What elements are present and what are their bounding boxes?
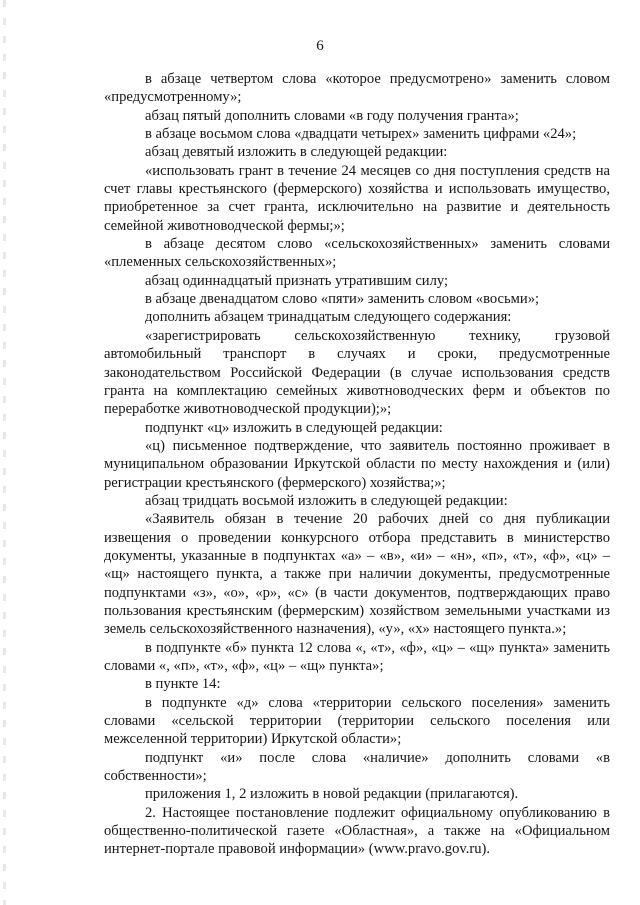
paragraph: в подпункте «д» слова «территории сельского поселения» заменить словами «сельской территории (территории сельского поселения или межселенной территории) Иркутской области»; (104, 694, 610, 748)
paragraph: приложения 1, 2 изложить в новой редакции (прилагаются). (145, 786, 519, 803)
paragraph: дополнить абзацем тринадцатым следующего содержания: (145, 309, 512, 326)
paragraph: в абзаце четвертом слова «которое предусмотрено» заменить словом «предусмотренному»; (104, 71, 610, 106)
paragraph: в абзаце двенадцатом слово «пяти» заменить словом «восьми»; (145, 291, 540, 308)
paragraph: в абзаце десятом слово «сельскохозяйственных» заменить словами «племенных сельскохозяйственных»; (104, 236, 610, 271)
paragraph: в абзаце восьмом слова «двадцати четырех» заменить цифрами «24»; (145, 126, 577, 143)
paragraph: «ц) письменное подтверждение, что заявитель постоянно проживает в муниципальном образовании Иркутской области по месту нахождения и (или) регистрации крестьянского (фермерского) хозяйства;»; (104, 437, 610, 491)
paragraph: «Заявитель обязан в течение 20 рабочих дней со дня публикации извещения о проведении конкурсного отбора представить в министерство документы, указанные в подпунктах «а» – «в», «и» – «н», «п», «т», «ф», «ц» – «щ» настоящего пункта, а также при наличии документы, предусмотренные подпунктами «з», «о», «р», «с» (в части документов, подтверждающих право пользования крестьянским (фермерским) хозяйством земельными участками из земель сельскохозяйственного назначения), «у», «х» настоящего пункта.»; (104, 511, 610, 638)
paragraph: подпункт «и» после слова «наличие» дополнить словами «в собственности»; (104, 749, 610, 785)
page-number: 6 (316, 38, 324, 54)
paragraph: 2. Настоящее постановление подлежит официальному опубликованию в общественно-политической газете «Областная», а также на «Официальном интернет-портале правовой информации» (www.pravo.gov.ru). (104, 804, 610, 858)
paragraph: абзац одиннадцатый признать утратившим силу; (145, 272, 449, 289)
paragraph: в подпункте «б» пункта 12 слова «, «т», «ф», «ц» – «щ» пункта» заменить словами «, «п», «т», «ф», «ц» – «щ» пункта»; (104, 639, 610, 674)
paragraph: абзац тридцать восьмой изложить в следующей редакции: (145, 492, 508, 509)
document-body (104, 70, 610, 859)
paragraph: «использовать грант в течение 24 месяцев со дня поступления средств на счет главы крестьянского (фермерского) хозяйства и использовать имущество, приобретенное за счет гранта, исключительно на развитие и деятельность семейной животноводческой фермы;»; (104, 162, 610, 234)
paragraph: абзац девятый изложить в следующей редакции: (145, 144, 448, 161)
paragraph: в пункте 14: (145, 676, 221, 693)
paragraph: подпункт «ц» изложить в следующей редакции: (145, 419, 443, 436)
paragraph: «зарегистрировать сельскохозяйственную технику, грузовой автомобильный транспорт в случаях и сроки, предусмотренные законодательством Российской Федерации (в случае использования средств гранта на комплектацию семейных животноводческих ферм и объектов по переработке животноводческой продукции);»; (104, 327, 610, 418)
paragraph: абзац пятый дополнить словами «в году получения гранта»; (145, 107, 519, 124)
scan-edge-marks (3, 0, 6, 905)
